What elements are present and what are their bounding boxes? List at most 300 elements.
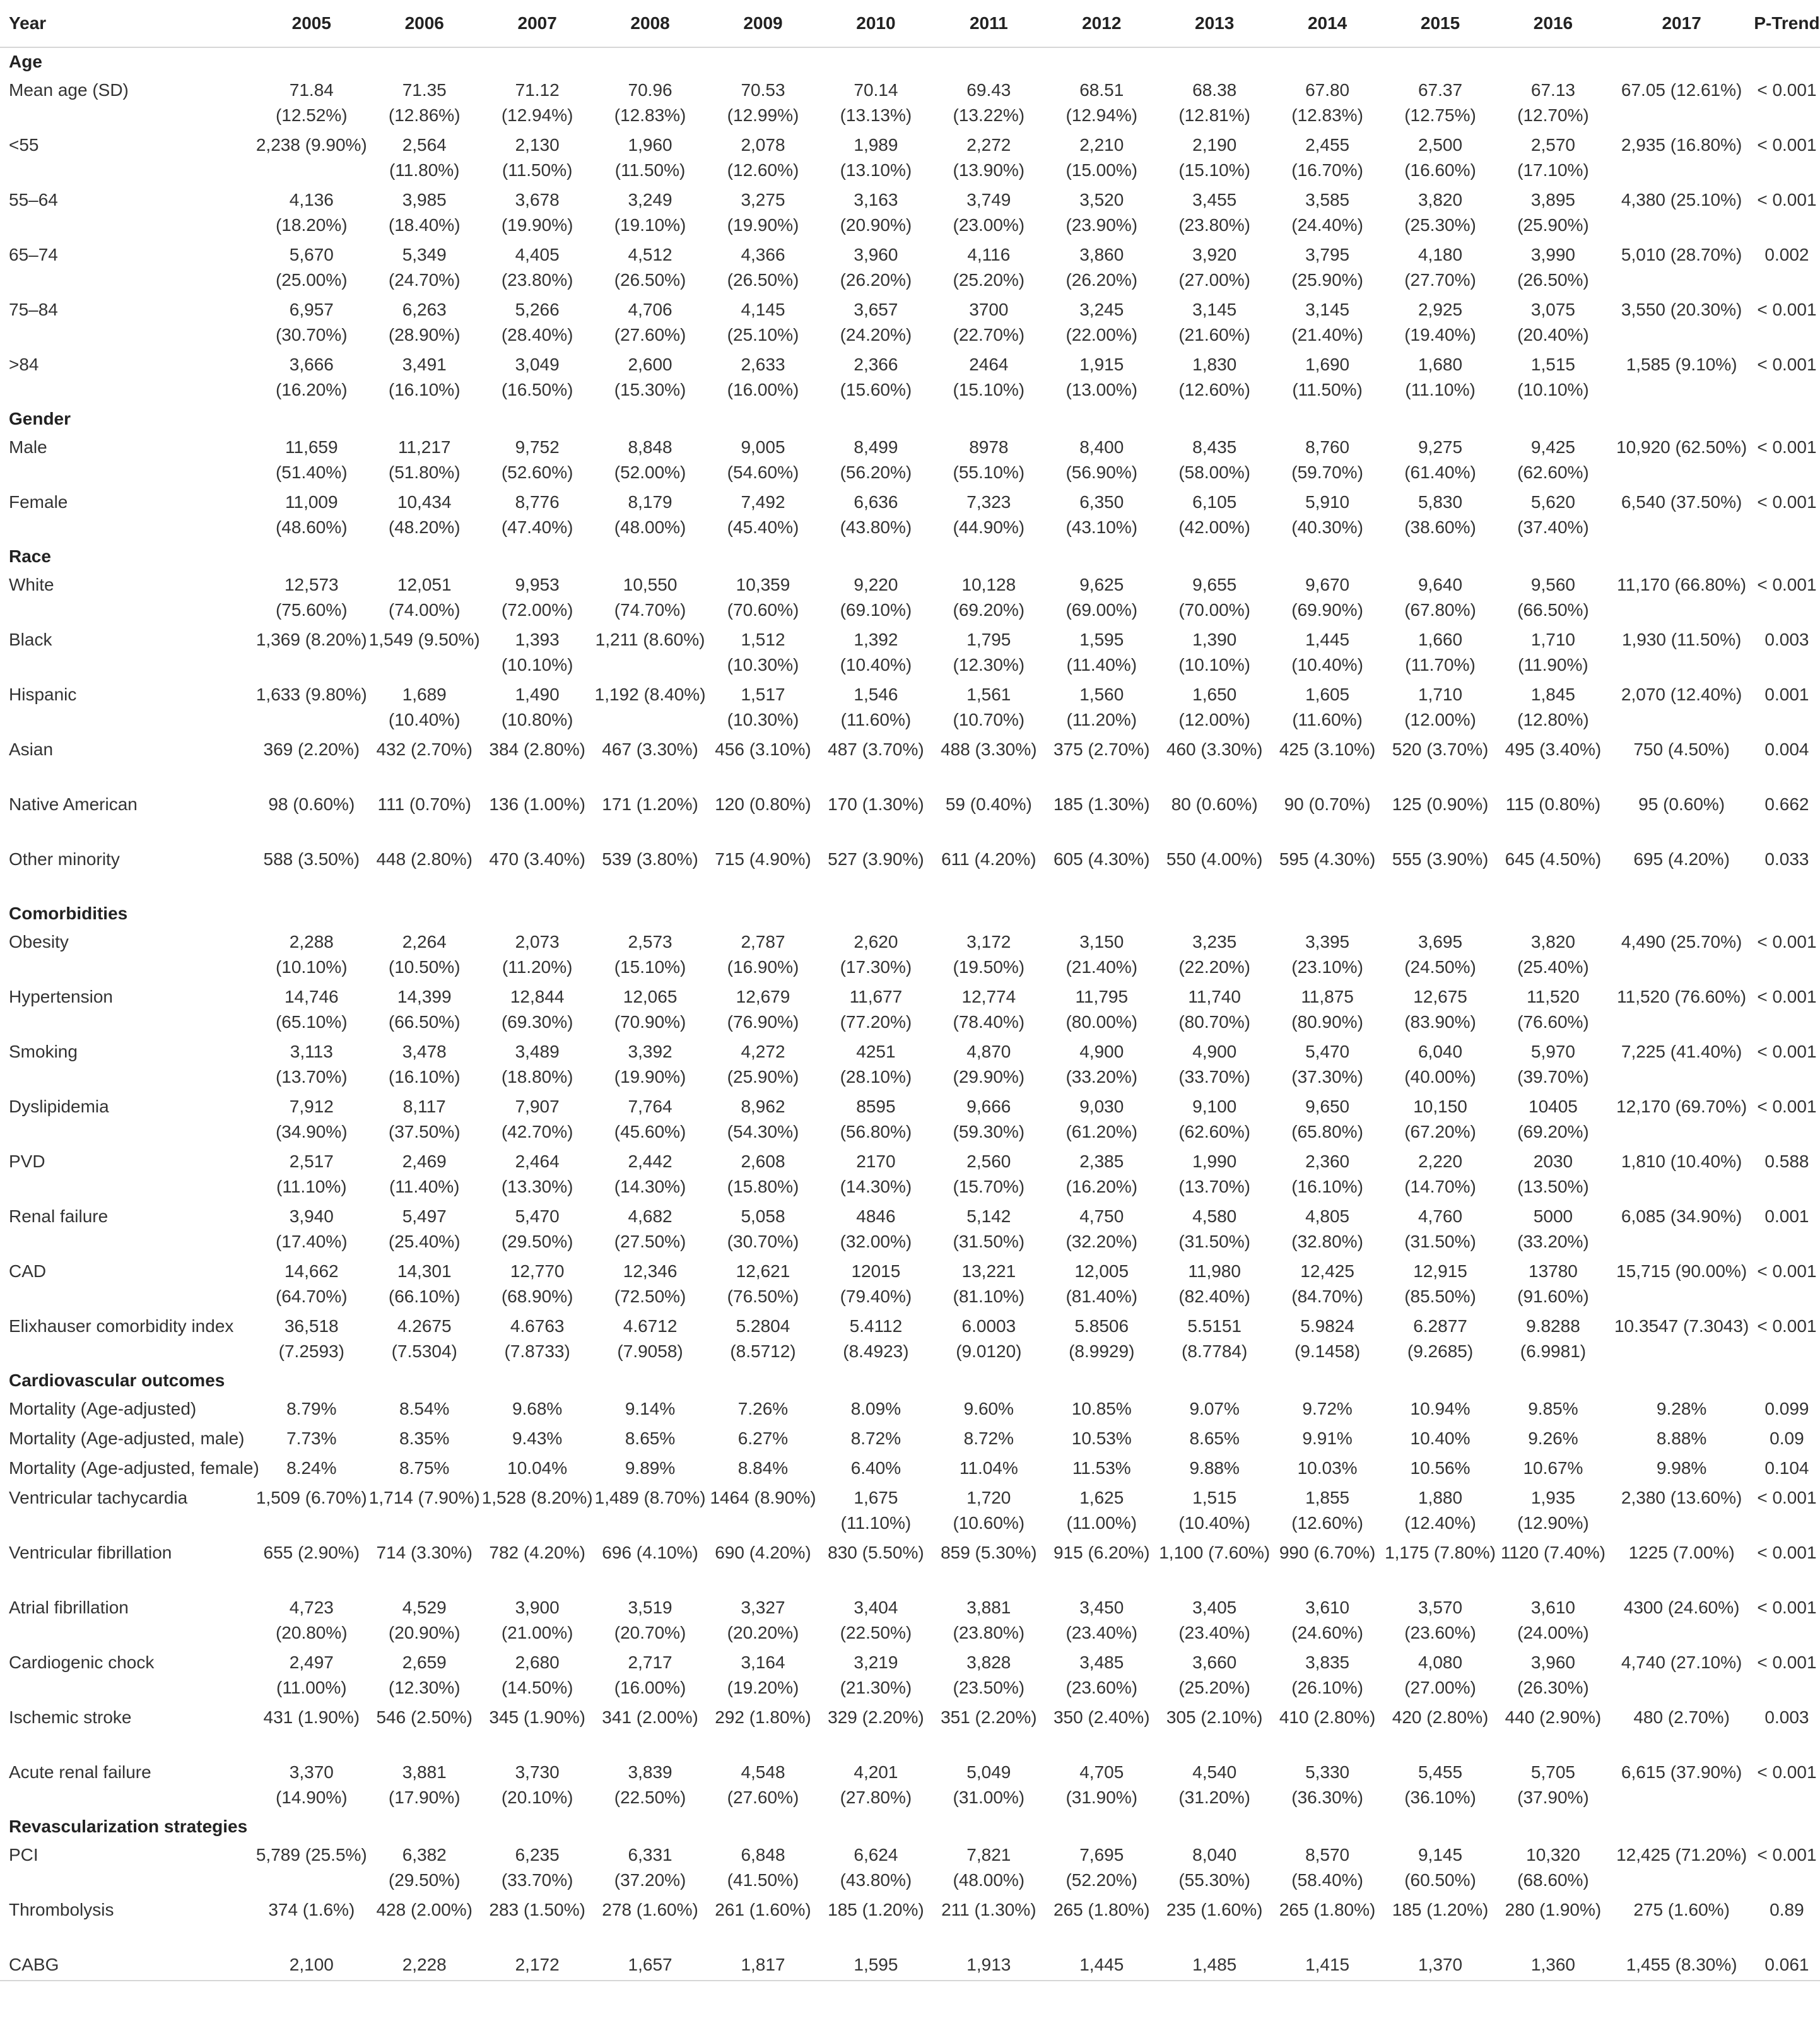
table-cell: 2170 (14.30%): [840, 1152, 912, 1196]
header-cell: P-Trend: [1754, 0, 1820, 47]
header-cell: 2014: [1271, 0, 1384, 47]
table-cell: 3,172 (19.50%): [953, 932, 1025, 977]
table-cell: 12,915 (85.50%): [1404, 1261, 1476, 1306]
table-cell: 261 (1.60%): [715, 1900, 811, 1919]
table-cell: 12,346 (72.50%): [614, 1261, 686, 1306]
table-row: [0, 1092, 1820, 1147]
header-cell: 2015: [1384, 0, 1497, 47]
table-cell: 3,835 (26.10%): [1291, 1653, 1363, 1697]
p-trend-cell: < 0.001: [1757, 987, 1817, 1006]
table-cell: 546 (2.50%): [376, 1707, 473, 1727]
table-cell: 9,560 (66.50%): [1517, 575, 1589, 620]
table-cell: 4,540 (31.20%): [1178, 1762, 1250, 1807]
table-cell: 13780 (91.60%): [1517, 1261, 1589, 1306]
table-row: [0, 240, 1820, 295]
table-cell: 70.96 (12.83%): [614, 80, 686, 125]
table-cell: 2,564 (11.80%): [389, 135, 460, 180]
table-cell: 8.65%: [1189, 1429, 1240, 1448]
table-cell: 2,935 (16.80%): [1621, 135, 1742, 155]
table-cell: 1,175 (7.80%): [1385, 1543, 1496, 1562]
table-cell: 3,940 (17.40%): [275, 1206, 348, 1251]
table-cell: 3,960 (26.20%): [840, 245, 912, 290]
table-cell: 9,953 (72.00%): [501, 575, 573, 620]
table-row: [0, 1202, 1820, 1257]
p-trend-cell: < 0.001: [1757, 80, 1817, 100]
table-row: [0, 1648, 1820, 1703]
table-body: [0, 47, 1820, 1981]
row-label: Obesity: [9, 932, 69, 952]
table-cell: 8.72%: [963, 1429, 1014, 1448]
table-cell: 9.43%: [512, 1429, 563, 1448]
table-cell: 10.04%: [507, 1458, 568, 1478]
table-cell: 3,249 (19.10%): [614, 190, 686, 235]
table-cell: 3,145 (21.40%): [1291, 300, 1363, 345]
p-trend-cell: < 0.001: [1757, 1762, 1817, 1782]
table-cell: 3,749 (23.00%): [953, 190, 1025, 235]
row-label: Dyslipidemia: [9, 1097, 109, 1116]
table-cell: 1,795 (12.30%): [953, 630, 1025, 675]
table-cell: 1,710 (11.90%): [1518, 630, 1588, 675]
table-cell: 3,860 (26.20%): [1066, 245, 1138, 290]
table-cell: 6,085 (34.90%): [1621, 1206, 1742, 1226]
table-cell: 185 (1.30%): [1053, 794, 1150, 814]
section-header-row: [0, 543, 1820, 570]
table-cell: 235 (1.60%): [1166, 1900, 1263, 1919]
table-cell: 7,912 (34.90%): [275, 1097, 348, 1141]
table-cell: 8.84%: [737, 1458, 789, 1478]
table-cell: 9,655 (70.00%): [1178, 575, 1250, 620]
p-trend-cell: 0.099: [1764, 1399, 1809, 1418]
table-cell: 2,190 (15.10%): [1178, 135, 1250, 180]
table-cell: 3,145 (21.60%): [1178, 300, 1250, 345]
table-cell: 3,219 (21.30%): [840, 1653, 912, 1697]
table-cell: 1,490 (10.80%): [501, 685, 573, 729]
header-cell: 2008: [594, 0, 707, 47]
table-cell: 71.84 (12.52%): [275, 80, 348, 125]
p-trend-cell: 0.033: [1764, 849, 1809, 869]
table-cell: 8,179 (48.00%): [614, 492, 686, 537]
table-cell: 5.4112 (8.4923): [843, 1316, 909, 1361]
table-cell: 12,065 (70.90%): [614, 987, 686, 1032]
table-cell: 3,235 (22.20%): [1178, 932, 1250, 977]
table-cell: 1,915 (13.00%): [1066, 355, 1138, 399]
table-cell: 488 (3.30%): [941, 739, 1037, 759]
table-cell: 9,650 (65.80%): [1291, 1097, 1363, 1141]
table-row: [0, 131, 1820, 186]
p-trend-cell: 0.89: [1770, 1900, 1804, 1919]
table-cell: 4,136 (18.20%): [275, 190, 348, 235]
table-cell: 1,657: [594, 1950, 707, 1981]
table-row: [0, 1895, 1820, 1950]
table-cell: 9,220 (69.10%): [840, 575, 912, 620]
table-cell: 9,666 (59.30%): [953, 1097, 1025, 1141]
table-cell: 5.2804 (8.5712): [730, 1316, 796, 1361]
table-cell: 6.40%: [850, 1458, 901, 1478]
table-cell: 1,930 (11.50%): [1621, 630, 1742, 649]
row-label: PCI: [9, 1845, 38, 1865]
table-cell: 12,770 (68.90%): [501, 1261, 573, 1306]
table-cell: 329 (2.20%): [828, 1707, 924, 1727]
table-cell: 8595 (56.80%): [840, 1097, 912, 1141]
table-cell: 4,145 (25.10%): [727, 300, 799, 345]
table-cell: 6,382 (29.50%): [388, 1845, 461, 1890]
table-cell: 341 (2.00%): [602, 1707, 698, 1727]
table-cell: 714 (3.30%): [376, 1543, 473, 1562]
table-cell: 5,049 (31.00%): [953, 1762, 1025, 1807]
table-cell: 470 (3.40%): [489, 849, 585, 869]
row-label: Cardiogenic chock: [9, 1653, 155, 1672]
table-cell: 4,900 (33.20%): [1066, 1042, 1138, 1087]
table-cell: 9.60%: [963, 1399, 1014, 1418]
table-cell: 3,404 (22.50%): [840, 1598, 912, 1642]
table-cell: 11.04%: [959, 1458, 1018, 1478]
table-cell: 2,620 (17.30%): [840, 932, 912, 977]
p-trend-cell: < 0.001: [1757, 1316, 1817, 1336]
table-cell: 3,666 (16.20%): [275, 355, 348, 399]
table-cell: 8.88%: [1656, 1429, 1707, 1448]
p-trend-cell: < 0.001: [1757, 1097, 1817, 1116]
table-cell: 10.94%: [1410, 1399, 1471, 1418]
table-row: [0, 735, 1820, 790]
table-cell: 3,960 (26.30%): [1517, 1653, 1589, 1697]
table-cell: 2,228: [368, 1950, 481, 1981]
table-row: [0, 928, 1820, 982]
table-cell: 10.85%: [1071, 1399, 1132, 1418]
table-row: [0, 1758, 1820, 1813]
table-cell: 1,989 (13.10%): [840, 135, 912, 180]
table-cell: 555 (3.90%): [1392, 849, 1489, 869]
table-cell: 8.79%: [286, 1399, 337, 1418]
table-cell: 428 (2.00%): [376, 1900, 473, 1919]
table-cell: 3,392 (19.90%): [614, 1042, 686, 1087]
table-cell: 305 (2.10%): [1166, 1707, 1263, 1727]
table-cell: 12,005 (81.40%): [1066, 1261, 1138, 1306]
table-cell: 6,957 (30.70%): [275, 300, 348, 345]
table-cell: 14,746 (65.10%): [275, 987, 348, 1032]
table-cell: 1,512 (10.30%): [727, 630, 799, 675]
table-cell: 6,615 (37.90%): [1621, 1762, 1742, 1782]
table-cell: 68.51 (12.94%): [1066, 80, 1138, 125]
header-cell: 2017: [1609, 0, 1753, 47]
table-cell: 1,370: [1384, 1950, 1497, 1981]
table-row: [0, 680, 1820, 735]
table-cell: 1,605 (11.60%): [1292, 685, 1363, 729]
table-cell: 8,499 (56.20%): [840, 437, 912, 482]
table-cell: 12,170 (69.70%): [1616, 1097, 1747, 1116]
row-label: 75–84: [9, 300, 58, 319]
table-cell: 4.6712 (7.9058): [617, 1316, 683, 1361]
p-trend-cell: 0.004: [1764, 739, 1809, 759]
p-trend-cell: < 0.001: [1757, 492, 1817, 512]
table-row: [0, 295, 1820, 350]
table-cell: 2,078 (12.60%): [727, 135, 799, 180]
row-label: Renal failure: [9, 1206, 109, 1226]
table-cell: 95 (0.60%): [1638, 794, 1725, 814]
table-row: [0, 76, 1820, 131]
table-cell: 9,145 (60.50%): [1404, 1845, 1476, 1890]
table-row: [0, 1703, 1820, 1758]
table-row: [0, 1257, 1820, 1312]
table-cell: 1,990 (13.70%): [1178, 1152, 1250, 1196]
table-cell: 2,600 (15.30%): [614, 355, 686, 399]
p-trend-cell: 0.003: [1764, 630, 1809, 649]
table-cell: 345 (1.90%): [489, 1707, 585, 1727]
table-cell: 3,795 (25.90%): [1291, 245, 1363, 290]
table-cell: 5,789 (25.5%): [255, 1845, 367, 1865]
table-cell: 432 (2.70%): [376, 739, 473, 759]
table-cell: 12015 (79.40%): [840, 1261, 912, 1306]
table-cell: 2,366 (15.60%): [840, 355, 912, 399]
table-cell: 36,518 (7.2593): [278, 1316, 344, 1361]
table-cell: 440 (2.90%): [1505, 1707, 1602, 1727]
table-cell: 7,323 (44.90%): [953, 492, 1025, 537]
table-cell: 2,659 (12.30%): [388, 1653, 461, 1697]
table-cell: 5,058 (30.70%): [727, 1206, 799, 1251]
header-cell: 2013: [1158, 0, 1271, 47]
table-cell: 3,491 (16.10%): [388, 355, 461, 399]
table-cell: 3,113 (13.70%): [275, 1042, 348, 1087]
table-cell: 8.24%: [286, 1458, 337, 1478]
table-cell: 3,395 (23.10%): [1291, 932, 1363, 977]
table-cell: 9,670 (69.90%): [1291, 575, 1363, 620]
table-cell: 6,040 (40.00%): [1404, 1042, 1476, 1087]
table-cell: 4,201 (27.80%): [840, 1762, 912, 1807]
table-cell: 5,497 (25.40%): [388, 1206, 461, 1251]
table-cell: 2,787 (16.90%): [727, 932, 799, 977]
table-cell: 10,434 (48.20%): [388, 492, 461, 537]
row-label: Mortality (Age-adjusted, male): [9, 1429, 245, 1448]
table-cell: 8.65%: [625, 1429, 676, 1448]
table-cell: 2,130 (11.50%): [502, 135, 573, 180]
table-cell: 3,881 (23.80%): [953, 1598, 1025, 1642]
table-cell: 9.26%: [1528, 1429, 1578, 1448]
table-cell: 8,776 (47.40%): [501, 492, 573, 537]
table-row: [0, 1538, 1820, 1593]
table-cell: 11,677 (77.20%): [840, 987, 912, 1032]
table-row: [0, 1593, 1820, 1648]
table-cell: 7,225 (41.40%): [1621, 1042, 1742, 1061]
table-cell: 830 (5.50%): [828, 1543, 924, 1562]
table-cell: 3,370 (14.90%): [275, 1762, 348, 1807]
table-cell: 67.13 (12.70%): [1517, 80, 1589, 125]
table-cell: 2,469 (11.40%): [389, 1152, 460, 1196]
table-cell: 696 (4.10%): [602, 1543, 698, 1562]
header-cell: 2006: [368, 0, 481, 47]
table-cell: 10,128 (69.20%): [953, 575, 1025, 620]
table-cell: 1,546 (11.60%): [840, 685, 912, 729]
table-cell: 12,844 (69.30%): [501, 987, 573, 1032]
table-cell: 4,366 (26.50%): [727, 245, 799, 290]
table-cell: 1,585 (9.10%): [1626, 355, 1737, 374]
row-label: Elixhauser comorbidity index: [9, 1316, 234, 1336]
row-label: Other minority: [9, 849, 120, 869]
table-cell: 715 (4.90%): [715, 849, 811, 869]
table-cell: 5.9824 (9.1458): [1294, 1316, 1361, 1361]
table-cell: 1,390 (10.10%): [1178, 630, 1250, 675]
table-cell: 1,960 (11.50%): [614, 135, 686, 180]
table-cell: 1,515 (10.40%): [1178, 1488, 1250, 1533]
table-row: [0, 1424, 1820, 1454]
table-cell: 3700 (22.70%): [953, 300, 1025, 345]
table-cell: 11,875 (80.90%): [1291, 987, 1363, 1032]
row-label: Mortality (Age-adjusted): [9, 1399, 197, 1418]
table-row: [0, 350, 1820, 405]
table-cell: 3,245 (22.00%): [1066, 300, 1138, 345]
table-cell: 59 (0.40%): [945, 794, 1032, 814]
table-cell: 1,392 (10.40%): [840, 630, 912, 675]
table-cell: 3,570 (23.60%): [1404, 1598, 1476, 1642]
table-cell: 1225 (7.00%): [1628, 1543, 1735, 1562]
table-cell: 1464 (8.90%): [710, 1488, 816, 1507]
row-label: Native American: [9, 794, 138, 814]
table-cell: 10405 (69.20%): [1517, 1097, 1589, 1141]
p-trend-cell: < 0.001: [1757, 1845, 1817, 1865]
table-cell: 1,710 (12.00%): [1404, 685, 1476, 729]
row-label: Hispanic: [9, 685, 77, 704]
table-cell: 611 (4.20%): [941, 849, 1036, 869]
table-cell: 3,075 (20.40%): [1517, 300, 1589, 345]
table-cell: 90 (0.70%): [1284, 794, 1371, 814]
table-cell: 3,489 (18.80%): [501, 1042, 573, 1087]
table-cell: 4,380 (25.10%): [1621, 190, 1742, 209]
table-cell: 3,839 (22.50%): [614, 1762, 686, 1807]
table-cell: 3,049 (16.50%): [501, 355, 573, 399]
table-cell: 3,610 (24.60%): [1291, 1598, 1363, 1642]
table-cell: 9.28%: [1656, 1399, 1707, 1418]
table-cell: 211 (1.30%): [941, 1900, 1036, 1919]
table-cell: 11,980 (82.40%): [1178, 1261, 1250, 1306]
table-cell: 1,660 (11.70%): [1405, 630, 1476, 675]
table-cell: 6,263 (28.90%): [388, 300, 461, 345]
section-header-row: [0, 1813, 1820, 1841]
table-cell: 9.07%: [1189, 1399, 1240, 1418]
table-cell: 527 (3.90%): [828, 849, 924, 869]
table-cell: 3,585 (24.40%): [1291, 190, 1363, 235]
row-label: Asian: [9, 739, 54, 759]
table-cell: 4,705 (31.90%): [1066, 1762, 1138, 1807]
table-cell: 3,550 (20.30%): [1621, 300, 1742, 319]
table-cell: 4,740 (27.10%): [1621, 1653, 1742, 1672]
table-cell: 12,774 (78.40%): [953, 987, 1025, 1032]
table-cell: 6,540 (37.50%): [1621, 492, 1742, 512]
table-cell: 4.6763 (7.8733): [504, 1316, 570, 1361]
table-cell: 2,385 (16.20%): [1066, 1152, 1138, 1196]
table-cell: 4,760 (31.50%): [1404, 1206, 1476, 1251]
table-cell: 67.37 (12.75%): [1404, 80, 1476, 125]
table-cell: 4,080 (27.00%): [1404, 1653, 1476, 1697]
header-cell: 2016: [1496, 0, 1609, 47]
table-cell: 495 (3.40%): [1505, 739, 1602, 759]
table-cell: 1,680 (11.10%): [1405, 355, 1476, 399]
table-cell: 10.3547 (7.3043): [1614, 1316, 1749, 1336]
table-cell: 1,845 (12.80%): [1517, 685, 1589, 729]
table-cell: 98 (0.60%): [268, 794, 355, 814]
table-cell: 1,560 (11.20%): [1066, 685, 1137, 729]
table-cell: 1,810 (10.40%): [1621, 1152, 1742, 1171]
table-cell: 9.89%: [625, 1458, 676, 1478]
header-row: [0, 0, 1820, 47]
table-cell: 2,573 (15.10%): [614, 932, 686, 977]
table-cell: 70.14 (13.13%): [840, 80, 912, 125]
table-cell: 265 (1.80%): [1053, 1900, 1150, 1919]
table-cell: 8.35%: [399, 1429, 450, 1448]
table-cell: 80 (0.60%): [1171, 794, 1258, 814]
table-cell: 2,238 (9.90%): [255, 135, 367, 155]
table-cell: 1,517 (10.30%): [727, 685, 799, 729]
table-cell: 5,830 (38.60%): [1404, 492, 1476, 537]
table-cell: 690 (4.20%): [715, 1543, 811, 1562]
table-cell: 1,675 (11.10%): [840, 1488, 912, 1533]
p-trend-cell: < 0.001: [1757, 190, 1817, 209]
table-cell: 69.43 (13.22%): [953, 80, 1025, 125]
table-cell: 5,470 (37.30%): [1291, 1042, 1363, 1087]
p-trend-cell: 0.061: [1754, 1950, 1820, 1981]
table-cell: 7,695 (52.20%): [1066, 1845, 1138, 1890]
table-cell: 3,695 (24.50%): [1404, 932, 1476, 977]
table-cell: 5,266 (28.40%): [501, 300, 573, 345]
table-cell: 11.53%: [1072, 1458, 1131, 1478]
table-cell: 1,633 (9.80%): [255, 685, 367, 704]
table-cell: 10,150 (67.20%): [1404, 1097, 1476, 1141]
table-cell: 1,369 (8.20%): [255, 630, 367, 649]
table-cell: 7,821 (48.00%): [953, 1845, 1025, 1890]
table-cell: 7,764 (45.60%): [614, 1097, 686, 1141]
table-cell: 9.8288 (6.9981): [1520, 1316, 1587, 1361]
header-cell: 2007: [481, 0, 594, 47]
table-cell: 11,520 (76.60%): [1617, 987, 1747, 1006]
table-row: [0, 1841, 1820, 1895]
p-trend-cell: < 0.001: [1757, 932, 1817, 952]
row-label: Smoking: [9, 1042, 78, 1061]
p-trend-cell: 0.662: [1764, 794, 1809, 814]
row-label: Ventricular fibrillation: [9, 1543, 172, 1562]
table-cell: 2,455 (16.70%): [1291, 135, 1363, 180]
row-label: >84: [9, 355, 39, 374]
table-cell: 1,489 (8.70%): [594, 1488, 706, 1507]
table-cell: 283 (1.50%): [489, 1900, 585, 1919]
p-trend-cell: < 0.001: [1757, 1653, 1817, 1672]
table-row: [0, 1950, 1820, 1981]
table-cell: 8,040 (55.30%): [1178, 1845, 1250, 1890]
section-header-row: [0, 900, 1820, 928]
table-cell: 1,625 (11.00%): [1066, 1488, 1137, 1533]
table-cell: 2,517 (11.10%): [276, 1152, 347, 1196]
table-cell: 3,881 (17.90%): [388, 1762, 461, 1807]
table-cell: 5,349 (24.70%): [388, 245, 461, 290]
table-cell: 5,470 (29.50%): [501, 1206, 573, 1251]
header-cell: 2011: [932, 0, 1045, 47]
table-cell: 6,331 (37.20%): [614, 1845, 686, 1890]
table-cell: 6,105 (42.00%): [1178, 492, 1250, 537]
table-cell: 4,272 (25.90%): [727, 1042, 799, 1087]
table-cell: 8978 (55.10%): [953, 437, 1025, 482]
table-cell: 645 (4.50%): [1505, 849, 1602, 869]
table-cell: 374 (1.6%): [268, 1900, 355, 1919]
table-cell: 4,805 (32.80%): [1291, 1206, 1363, 1251]
table-cell: 5.5151 (8.7784): [1182, 1316, 1248, 1361]
table-row: [0, 625, 1820, 680]
table-cell: 67.05 (12.61%): [1621, 80, 1742, 100]
table-cell: 3,828 (23.50%): [953, 1653, 1025, 1697]
table-cell: 111 (0.70%): [377, 794, 471, 814]
table-cell: 275 (1.60%): [1633, 1900, 1730, 1919]
table-cell: 467 (3.30%): [602, 739, 698, 759]
table-cell: 3,478 (16.10%): [388, 1042, 461, 1087]
table-cell: 9,005 (54.60%): [727, 437, 799, 482]
row-label: Mean age (SD): [9, 80, 129, 100]
table-cell: 1,690 (11.50%): [1292, 355, 1363, 399]
table-cell: 588 (3.50%): [263, 849, 360, 869]
